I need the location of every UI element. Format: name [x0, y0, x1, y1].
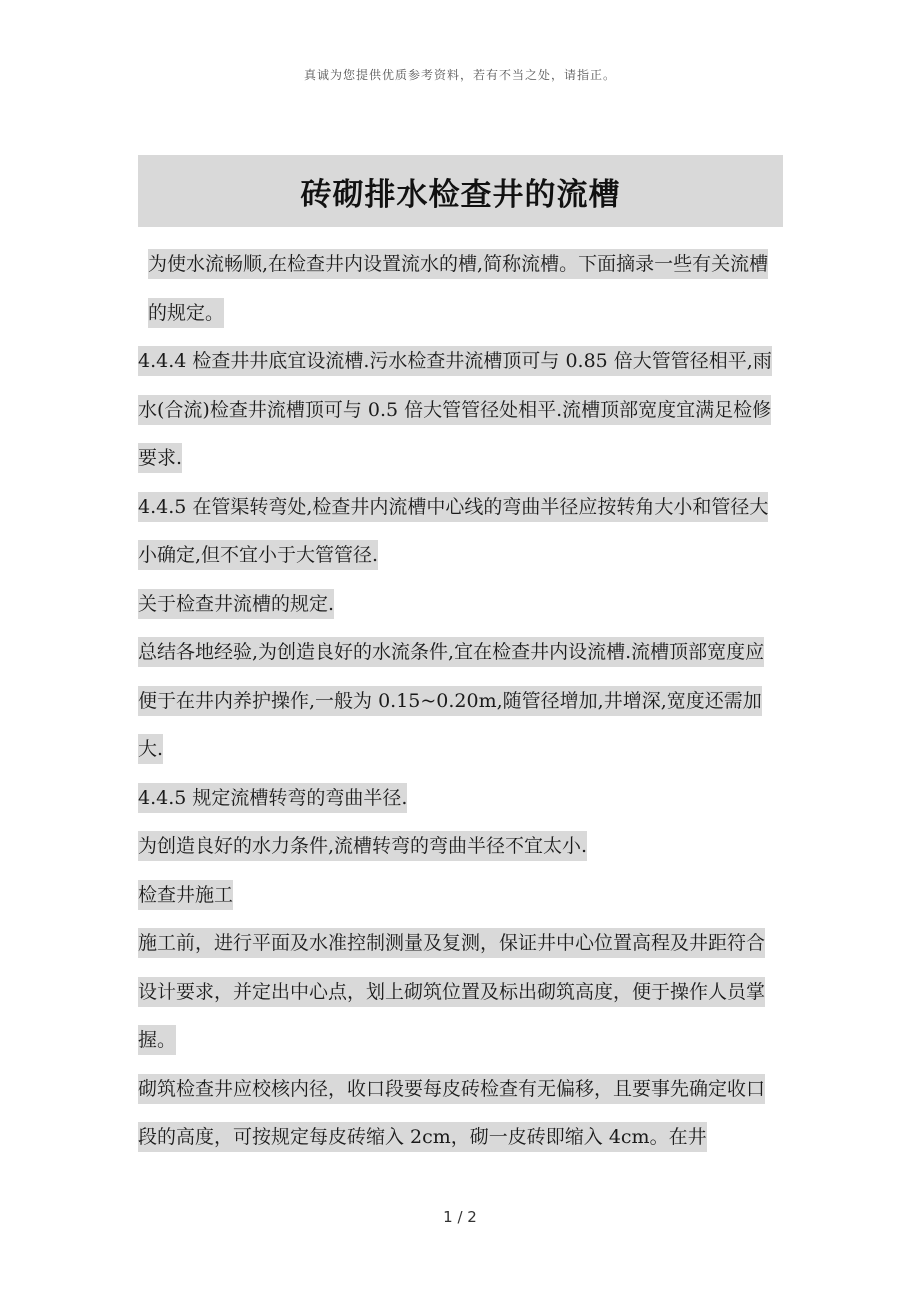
paragraph-text: 4.4.5 规定流槽转弯的弯曲半径. [138, 783, 407, 813]
paragraph-pre-construction [138, 919, 783, 1065]
paragraph-about [138, 580, 783, 629]
paragraph-445-radius [138, 774, 783, 823]
title-band [138, 155, 783, 227]
paragraph-445 [138, 483, 783, 580]
paragraph-text: 总结各地经验,为创造良好的水流条件,宜在检查井内设流槽.流槽顶部宽度应便于在井内养护操作,一般为 0.15~0.20m,随管径增加,井增深,宽度还需加大. [138, 637, 764, 764]
document-body [138, 240, 783, 1162]
header-note: 真诚为您提供优质参考资料，若有不当之处，请指正。 [303, 68, 616, 82]
paragraph-masonry [138, 1065, 783, 1162]
paragraph-text: 4.4.5 在管渠转弯处,检查井内流槽中心线的弯曲半径应按转角大小和管径大小确定,但不宜小于大管管径. [138, 492, 768, 571]
paragraph-intro [138, 240, 783, 337]
paragraph-text: 砌筑检查井应校核内径，收口段要每皮砖检查有无偏移，且要事先确定收口段的高度，可按规定每皮砖缩入 2cm，砌一皮砖即缩入 4cm。在井 [138, 1074, 765, 1153]
paragraph-text: 施工前，进行平面及水准控制测量及复测，保证井中心位置高程及井距符合设计要求，并定出中心点，划上砌筑位置及标出砌筑高度，便于操作人员掌握。 [138, 928, 765, 1055]
paragraph-text: 为使水流畅顺,在检查井内设置流水的槽,简称流槽。下面摘录一些有关流槽的规定。 [148, 249, 768, 328]
page-number: 1 / 2 [443, 1208, 477, 1226]
paragraph-text: 关于检查井流槽的规定. [138, 589, 334, 619]
paragraph-summary [138, 628, 783, 774]
paragraph-text: 为创造良好的水力条件,流槽转弯的弯曲半径不宜太小. [138, 831, 587, 861]
paragraph-text: 检查井施工 [138, 880, 233, 910]
section-heading-construction [138, 871, 783, 920]
paragraph-text: 4.4.4 检查井井底宜设流槽.污水检查井流槽顶可与 0.85 倍大管管径相平,雨水(合流)检查井流槽顶可与 0.5 倍大管管径处相平.流槽顶部宽度宜满足检修要求. [138, 346, 772, 473]
document-title: 砖砌排水检查井的流槽 [300, 176, 621, 213]
paragraph-hydraulic [138, 822, 783, 871]
paragraph-444 [138, 337, 783, 483]
